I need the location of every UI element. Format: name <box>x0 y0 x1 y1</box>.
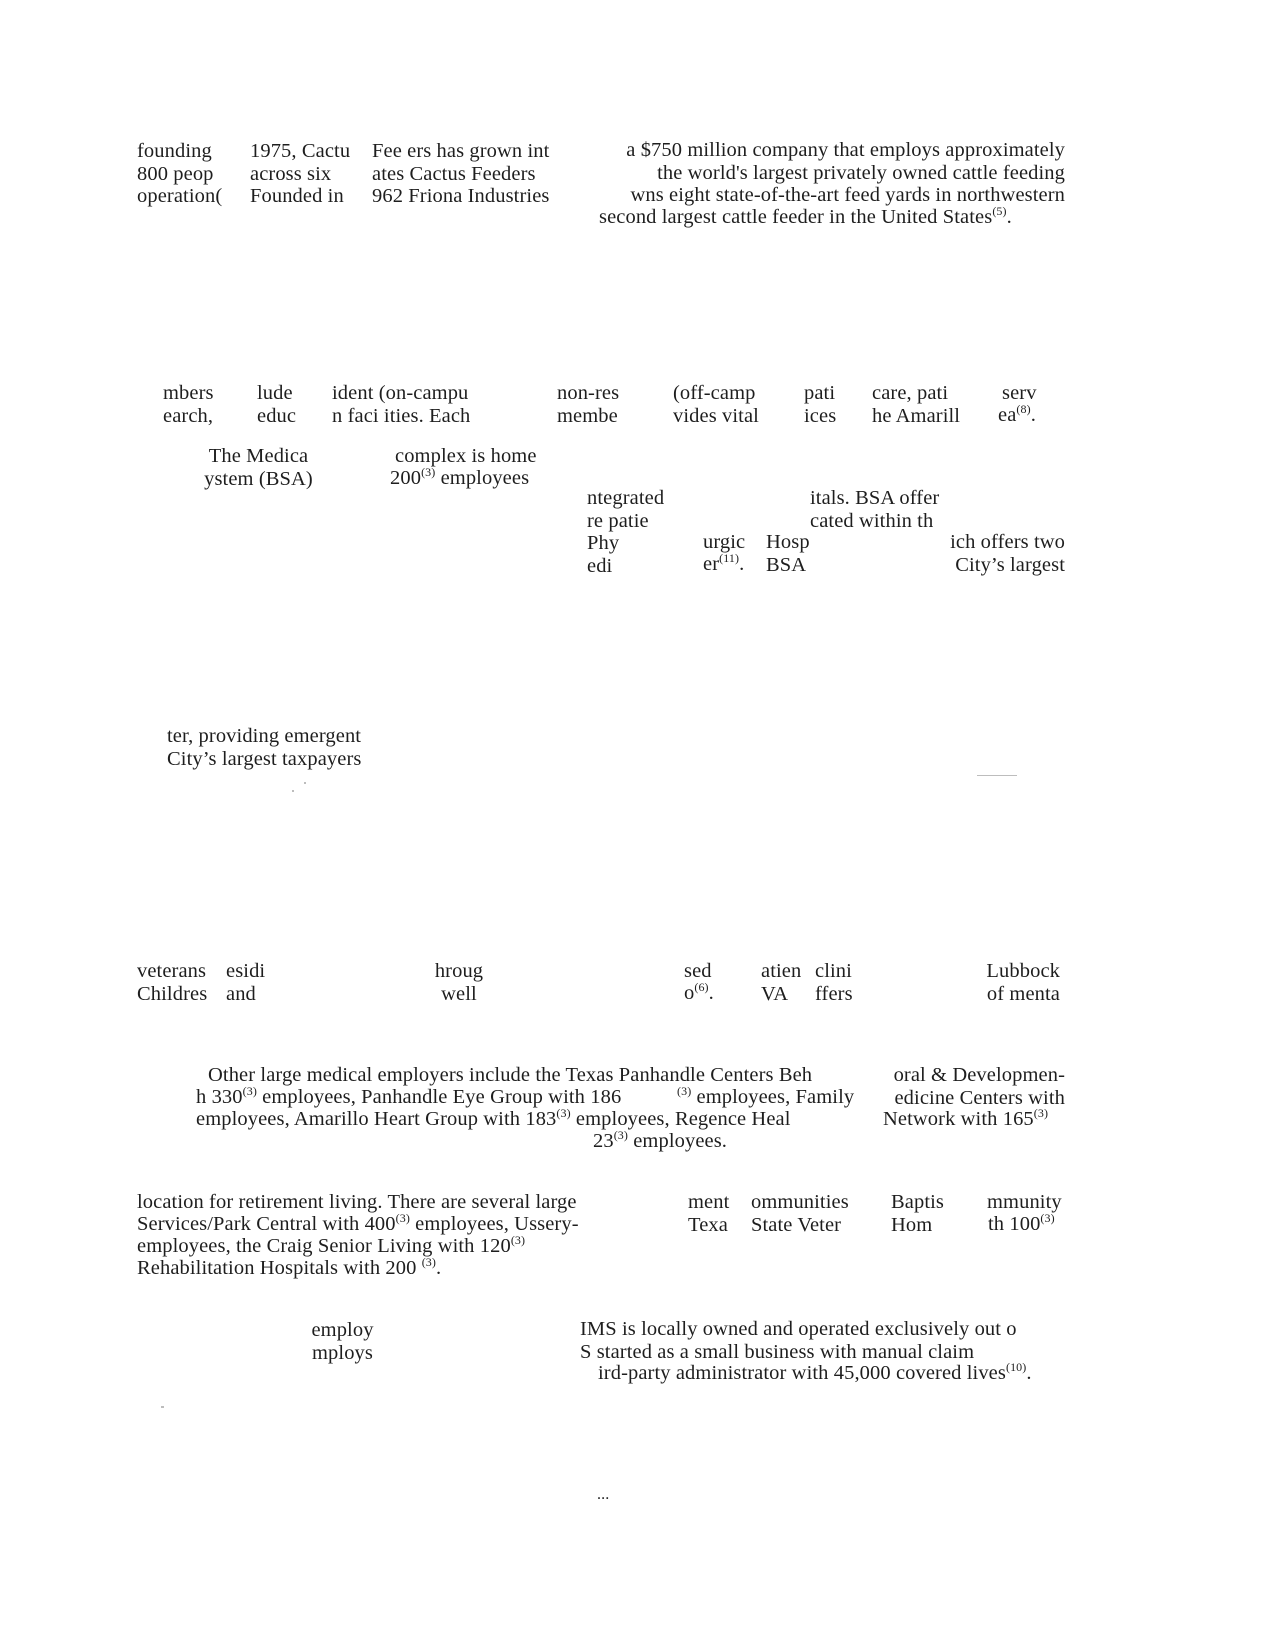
text-line: 1975, Cactu <box>250 140 351 162</box>
text-line: Texa <box>688 1213 728 1236</box>
text-fragment <box>257 382 296 427</box>
text-fragment <box>883 1108 1048 1131</box>
text-line: across six <box>250 162 332 185</box>
text-fragment <box>196 445 321 490</box>
text-line: BSA <box>766 553 807 576</box>
text-line: mbers <box>163 382 214 404</box>
text-fragment <box>950 960 1060 1005</box>
text-fragment <box>390 467 529 490</box>
footnote-marker: (8) <box>1016 402 1031 416</box>
text-line: State Veter <box>751 1213 842 1236</box>
text-fragment <box>137 960 207 1005</box>
text-line: ter, providing emergent <box>167 725 362 747</box>
text-line: 200$^{(3)}$ employees <box>390 465 530 489</box>
text-fragment <box>226 960 265 1005</box>
footnote-marker: (5) <box>992 204 1007 218</box>
text-fragment <box>891 1191 944 1236</box>
footnote-marker: (3) <box>510 1233 526 1247</box>
text-line: $er^{(11)}$. <box>703 551 745 575</box>
text-line: ment <box>688 1191 730 1213</box>
text-line: operation( <box>137 185 223 207</box>
text-fragment <box>557 382 619 427</box>
text-fragment <box>167 725 361 770</box>
text-line: n faci ities. Each <box>332 404 471 427</box>
scan-speck <box>304 782 306 784</box>
text-line: mploys <box>312 1341 373 1364</box>
text-line: Services/Park Central with 400$^{(3)}$ employees, Ussery- <box>137 1211 579 1235</box>
footnote-marker: (3) <box>421 1255 436 1269</box>
footnote-marker: (3) <box>242 1084 257 1098</box>
text-fragment <box>137 1191 577 1214</box>
text-line: City’s largest <box>955 553 1065 576</box>
text-line: Network with 165$^{(3)}$ <box>883 1106 1049 1130</box>
footnote-marker: (6) <box>694 980 709 994</box>
text-line: sed <box>684 960 712 982</box>
text-line: clini <box>815 960 852 982</box>
text-line: Founded in <box>250 185 344 207</box>
text-fragment <box>673 382 759 427</box>
text-line: th 100$^{(3)}$ <box>988 1211 1055 1235</box>
text-line: re patie <box>587 509 649 532</box>
text-fragment <box>804 382 836 427</box>
text-line: lude <box>257 382 293 404</box>
text-line: ird-party administrator with 45,000 covered lives$^{(10)}$. <box>598 1360 1032 1384</box>
text-fragment <box>761 960 801 1005</box>
text-line: Rehabilitation Hospitals with 200 $^{(3)}$. <box>137 1255 442 1279</box>
text-line: The Medica <box>208 445 309 467</box>
footnote-marker: (10) <box>1005 1360 1027 1374</box>
text-line: urgic <box>703 531 746 553</box>
text-line: Other large medical employers include the Texas Panhandle Centers Beh <box>208 1064 813 1086</box>
footnote-marker: (3) <box>556 1106 571 1120</box>
text-fragment <box>599 206 1012 229</box>
footnote-marker: (3) <box>613 1128 628 1142</box>
text-fragment <box>208 1064 812 1087</box>
text-fragment <box>905 531 1065 576</box>
text-line: employees, the Craig Senior Living with 120$^{(3)}$ <box>137 1233 526 1257</box>
text-fragment <box>196 1108 791 1131</box>
text-line: 800 peop <box>137 162 214 185</box>
text-fragment <box>580 139 1065 207</box>
text-line: Fee ers has grown int <box>372 140 550 162</box>
text-fragment <box>677 1086 854 1109</box>
text-fragment <box>580 1318 1017 1363</box>
text-line: educ <box>257 404 297 427</box>
text-line: mmunity <box>987 1191 1062 1213</box>
text-line: cated within th <box>810 509 934 532</box>
text-line: ... <box>597 1486 610 1503</box>
text-line: ates Cactus Feeders <box>372 162 536 185</box>
text-line: VA <box>761 982 789 1005</box>
text-line: Phy <box>587 532 620 554</box>
text-fragment <box>137 1235 525 1258</box>
footnote-marker: (3) <box>1033 1106 1049 1120</box>
text-line: City’s largest taxpayers <box>167 747 362 770</box>
footnote-marker: (3) <box>677 1084 692 1098</box>
text-line: ich offers two <box>950 531 1065 553</box>
text-line: location for retirement living. There are several large <box>137 1191 577 1213</box>
text-line: and <box>226 982 256 1005</box>
text-fragment <box>300 1319 385 1364</box>
text-line: ommunities <box>751 1191 849 1213</box>
text-fragment <box>815 960 853 1005</box>
page-footer-ellipsis <box>597 1484 609 1507</box>
text-line: founding <box>137 140 212 162</box>
text-fragment <box>250 140 350 208</box>
text-line: 962 Friona Industries <box>372 185 550 207</box>
text-line: second largest cattle feeder in the United States$^{(5)}$. <box>599 204 1012 228</box>
text-line: S started as a small business with manual claim <box>580 1340 975 1363</box>
text-line: edi <box>587 554 613 577</box>
text-line: vides vital <box>673 404 759 427</box>
text-fragment <box>137 140 222 208</box>
text-line: Hom <box>891 1213 933 1236</box>
footnote-marker: (3) <box>421 465 436 479</box>
text-fragment <box>332 382 470 427</box>
text-line: esidi <box>226 960 266 982</box>
text-line: atien <box>761 960 802 982</box>
scan-speck <box>977 775 1017 776</box>
text-fragment <box>137 1257 441 1280</box>
text-fragment <box>424 960 494 1005</box>
text-line: ffers <box>815 982 853 1005</box>
text-fragment <box>998 404 1036 427</box>
scan-speck <box>161 1406 164 1408</box>
text-line: membe <box>557 404 618 427</box>
text-line: Childres <box>137 982 208 1005</box>
text-line: ystem (BSA) <box>204 467 313 490</box>
text-fragment <box>395 445 537 468</box>
text-fragment <box>593 1130 727 1153</box>
text-line: ices <box>804 404 837 427</box>
text-line: wns eight state-of-the-art feed yards in northwestern <box>630 184 1065 206</box>
text-fragment <box>372 140 549 208</box>
text-line: itals. BSA offer <box>810 487 940 509</box>
text-line: serv <box>1002 382 1037 404</box>
text-fragment <box>163 382 214 427</box>
text-line: $^{(3)}$ employees, Family <box>677 1084 855 1108</box>
text-line: (off-camp <box>673 382 756 404</box>
text-fragment <box>598 1362 1032 1385</box>
text-line: employ <box>311 1319 374 1341</box>
text-line: earch, <box>163 404 214 427</box>
text-fragment <box>587 487 664 577</box>
text-line: non-res <box>557 382 620 404</box>
text-line: $o^{(6)}$. <box>684 980 714 1004</box>
text-fragment <box>810 487 939 532</box>
text-line: Hosp <box>766 531 810 553</box>
text-line: the world's largest privately owned cattle feeding <box>657 161 1065 184</box>
text-line: oral & Developmen- <box>893 1064 1065 1086</box>
text-line: edicine Centers with <box>894 1086 1065 1109</box>
text-fragment <box>872 382 960 427</box>
text-fragment <box>703 553 744 576</box>
text-fragment <box>988 1213 1055 1236</box>
text-fragment <box>688 1191 729 1236</box>
text-line: he Amarill <box>872 404 961 427</box>
text-line: ident (on-campu <box>332 382 469 404</box>
text-line: of menta <box>986 982 1060 1005</box>
text-line: care, pati <box>872 382 949 404</box>
text-line: pati <box>804 382 836 404</box>
scan-speck <box>292 790 294 792</box>
text-fragment <box>751 1191 849 1236</box>
footnote-marker: (3) <box>395 1211 410 1225</box>
text-line: hroug <box>434 960 484 982</box>
text-line: h 330$^{(3)}$ employees, Panhandle Eye Group with 186 <box>196 1084 622 1108</box>
text-line: Baptis <box>891 1191 944 1213</box>
text-line: IMS is locally owned and operated exclusively out o <box>580 1318 1017 1340</box>
text-line: Lubbock <box>986 960 1060 982</box>
text-line: veterans <box>137 960 207 982</box>
text-line: employees, Amarillo Heart Group with 183$^{(3)}$ employees, Regence Heal <box>196 1106 791 1130</box>
text-line: $ea^{(8)}$. <box>998 402 1036 426</box>
text-line: a $750 million company that employs approximately <box>626 139 1065 161</box>
text-line: ntegrated <box>587 487 665 509</box>
footnote-marker: (3) <box>1040 1211 1055 1225</box>
footnote-marker: (11) <box>719 551 740 565</box>
text-fragment <box>865 1064 1065 1109</box>
text-fragment <box>684 982 714 1005</box>
text-line: well <box>441 982 477 1005</box>
text-line: 23$^{(3)}$ employees. <box>593 1128 728 1152</box>
text-fragment <box>766 531 810 576</box>
text-line: complex is home <box>395 445 537 467</box>
